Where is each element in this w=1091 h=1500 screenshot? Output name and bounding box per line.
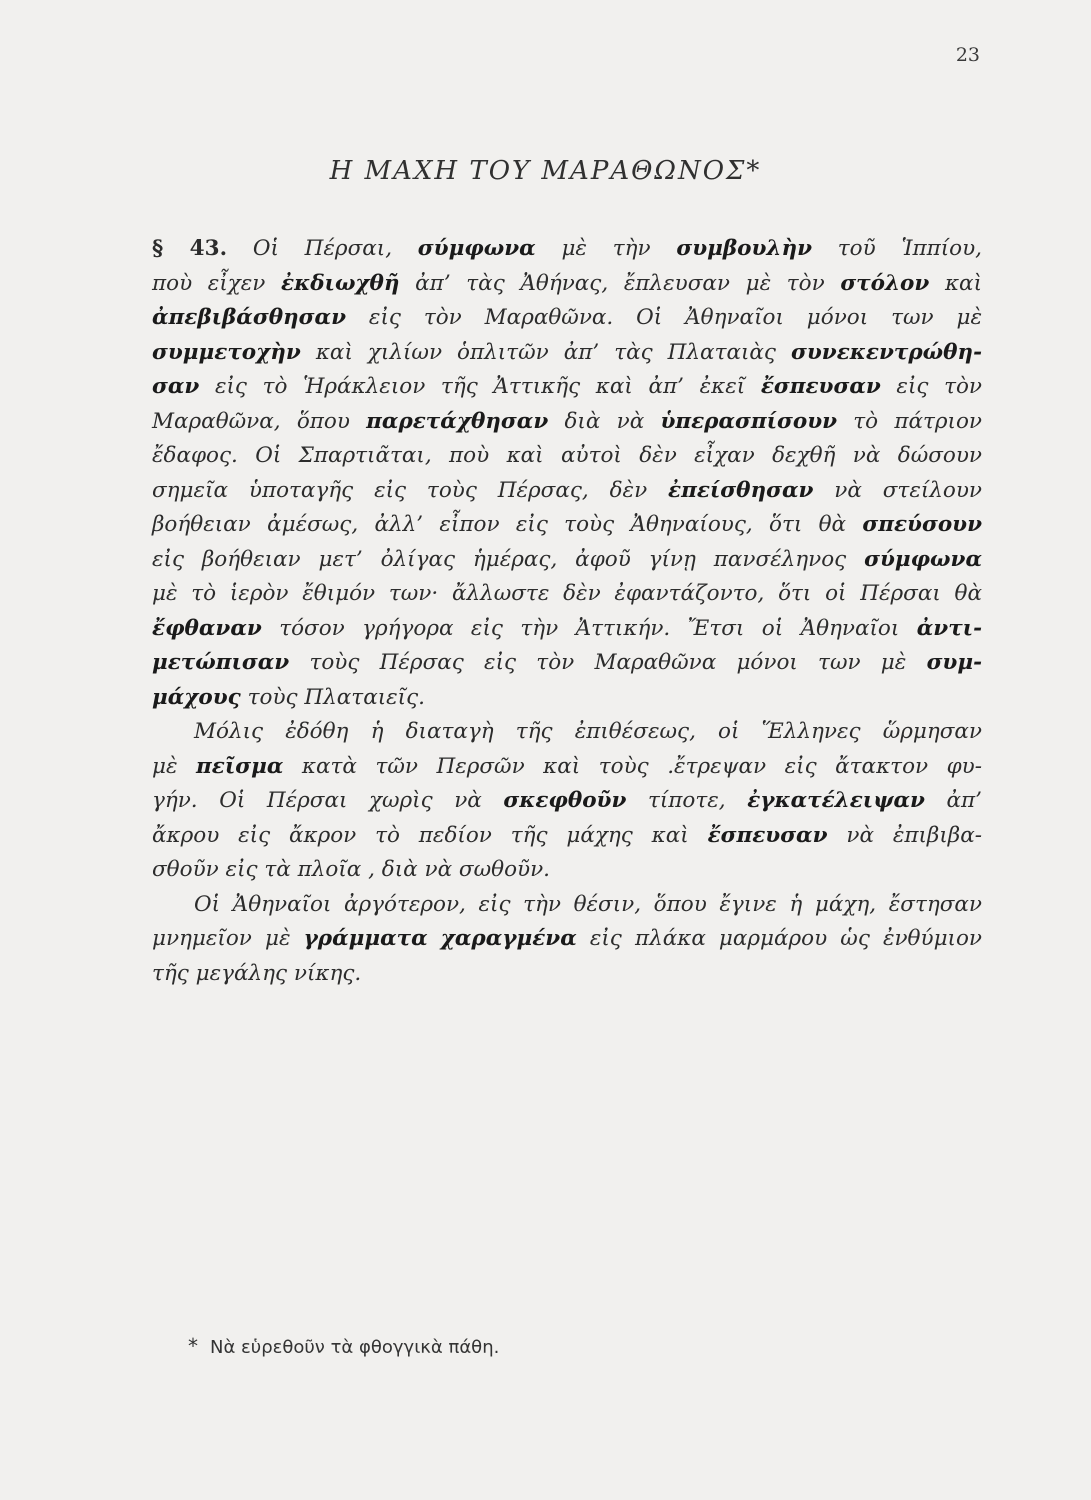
page-number: 23 [955, 44, 980, 66]
text-line: Μαραθῶνα, ὅπου παρετάχθησαν διὰ νὰ ὑπερασπίσουν τὸ πάτριον [152, 408, 982, 434]
document-body [152, 232, 982, 991]
text-line: σημεῖα ὑποταγῆς εἰς τοὺς Πέρσας, δὲν ἐπείσθησαν νὰ στείλουν [152, 477, 982, 503]
text-line: συμμετοχὴν καὶ χιλίων ὁπλιτῶν ἀπ’ τὰς Πλαταιὰς συνεκεντρώθη- [152, 339, 982, 365]
page-title: Η ΜΑΧΗ ΤΟΥ ΜΑΡΑΘΩΝΟΣ* [329, 156, 762, 186]
text-line: ποὺ εἶχεν ἐκδιωχθῆ ἀπ’ τὰς Ἀθήνας, ἔπλευσαν μὲ τὸν στόλον καὶ [152, 270, 982, 296]
text-line: μὲ τὸ ἱερὸν ἔθιμόν των· ἄλλωστε δὲν ἐφαντάζοντο, ὅτι οἱ Πέρσαι θὰ [152, 581, 982, 606]
footnote-marker: * [188, 1334, 198, 1358]
text-line: ἔδαφος. Οἱ Σπαρτιᾶται, ποὺ καὶ αὐτοὶ δὲν εἶχαν δεχθῆ νὰ δώσουν [152, 443, 982, 468]
text-line: τῆς μεγάλης νίκης. [152, 960, 362, 986]
text-line: Μόλις ἐδόθη ἡ διαταγὴ τῆς ἐπιθέσεως, οἱ Ἕλληνες ὥρμησαν [194, 719, 982, 744]
text-line: μάχους τοὺς Πλαταιεῖς. [152, 684, 425, 710]
text-line: σαν εἰς τὸ Ἡράκλειον τῆς Ἀττικῆς καὶ ἀπ’ ἐκεῖ ἔσπευσαν εἰς τὸν [152, 374, 982, 399]
text-line: σθοῦν εἰς τὰ πλοῖα , διὰ νὰ σωθοῦν. [152, 857, 551, 882]
text-line: μετώπισαν τοὺς Πέρσας εἰς τὸν Μαραθῶνα μόνοι των μὲ συμ- [152, 650, 982, 675]
footnote [188, 1334, 499, 1358]
text-line: Οἱ Ἀθηναῖοι ἀργότερον, εἰς τὴν θέσιν, ὅπου ἔγινε ἡ μάχη, ἔστησαν [194, 891, 982, 917]
text-line: § 43. Οἱ Πέρσαι, σύμφωνα μὲ τὴν συμβουλὴν τοῦ Ἱππίου, [152, 236, 982, 261]
text-line: μὲ πεῖσμα κατὰ τῶν Περσῶν καὶ τοὺς .ἔτρεψαν εἰς ἄτακτον φυ- [152, 753, 982, 779]
text-line: μνημεῖον μὲ γράμματα χαραγμένα εἰς πλάκα μαρμάρου ὡς ἐνθύμιον [152, 926, 982, 951]
text-line: ἀπεβιβάσθησαν εἰς τὸν Μαραθῶνα. Οἱ Ἀθηναῖοι μόνοι των μὲ [152, 305, 982, 330]
text-line: ἄκρου εἰς ἄκρον τὸ πεδίον τῆς μάχης καὶ ἔσπευσαν νὰ ἐπιβιβα- [152, 822, 982, 848]
footnote-text: Νὰ εὑρεθοῦν τὰ φθογγικὰ πάθη. [210, 1337, 500, 1358]
section-marker: § 43. [152, 236, 228, 261]
text-line: βοήθειαν ἀμέσως, ἀλλ’ εἶπον εἰς τοὺς Ἀθηναίους, ὅτι θὰ σπεύσουν [152, 512, 982, 537]
text-line: ἔφθαναν τόσον γρήγορα εἰς τὴν Ἀττικήν. Ἔτσι οἱ Ἀθηναῖοι ἀντι- [152, 615, 982, 641]
text-line: εἰς βοήθειαν μετ’ ὀλίγας ἡμέρας, ἀφοῦ γίνῃ πανσέληνος σύμφωνα [152, 546, 982, 572]
text-line: γήν. Οἱ Πέρσαι χωρὶς νὰ σκεφθοῦν τίποτε, ἐγκατέλειψαν ἀπ’ [152, 788, 982, 813]
